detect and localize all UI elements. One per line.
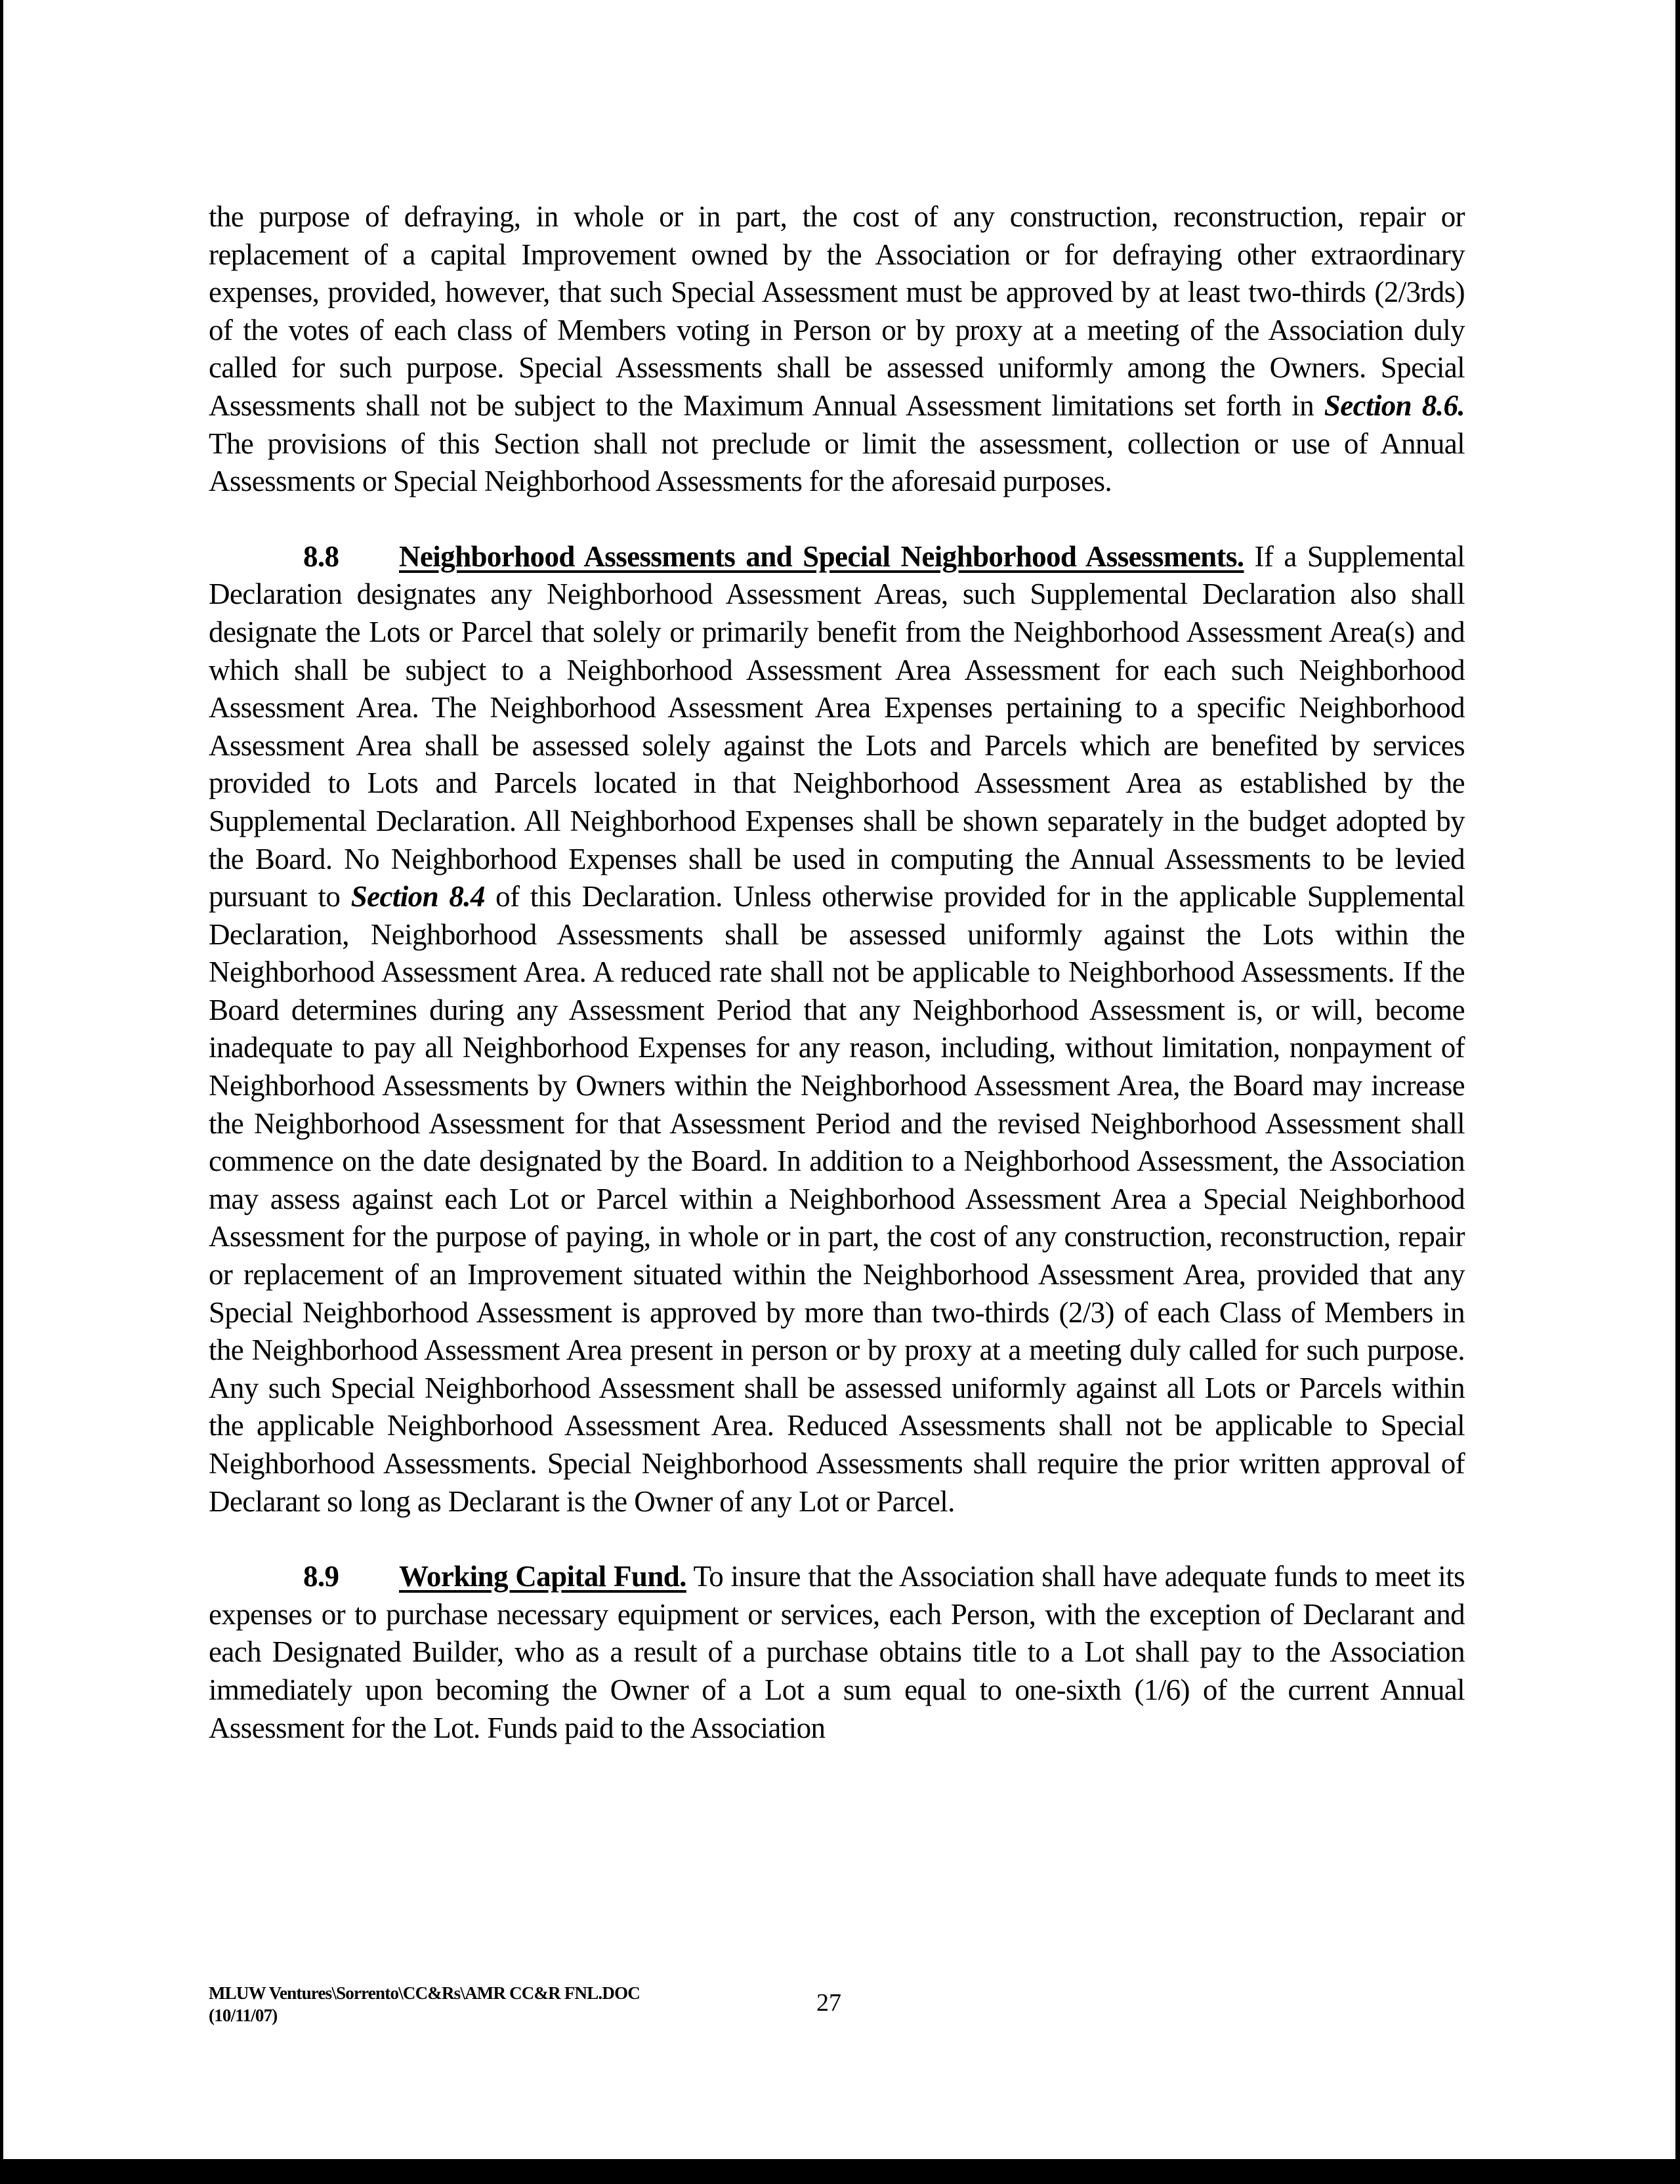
section-title: Working Capital Fund. — [399, 1560, 686, 1593]
paragraph-special-assessment-continuation — [209, 198, 1465, 501]
footer-date: (10/11/07) — [209, 2006, 278, 2025]
section-8-9 — [209, 1558, 1465, 1747]
page-number: 27 — [816, 1989, 841, 2017]
scan-border-bottom — [0, 2159, 1680, 2184]
section-title: Neighborhood Assessments and Special Neighborhood Assessments. — [399, 539, 1244, 573]
scan-border-left — [0, 0, 3, 2184]
text-segment: If a Supplemental Declaration designates any Neighborhood Assessment Areas, such Supplemental Declaration also shall designate the Lots or Parcel that solely or primarily benefit from the Neighborhood Assessment Area(s) and which shall be subject to a Neighborhood Assessment Area Assessment for each such Neighborhood Assessment Area. The Neighborhood Assessment Area Expenses pertaining to a specific Neighborhood Assessment Area shall be assessed solely against the Lots and Parcels which are benefited by services provided to Lots and Parcels located in that Neighborhood Assessment Area as established by the Supplemental Declaration. All Neighborhood Expenses shall be shown separately in the budget adopted by the Board. No Neighborhood Expenses shall be used in computing the Annual Assessments to be levied pursuant to — [209, 539, 1465, 914]
section-reference: Section 8.4 — [350, 880, 485, 914]
section-8-8 — [209, 538, 1465, 1521]
text-segment: the purpose of defraying, in whole or in part, the cost of any construction, reconstruction, repair or replacement of a capital Improvement owned by the Association or for defraying other extraordinary expenses, provided, however, that such Special Assessment must be approved by at least two-thirds (2/3rds) of the votes of each class of Members voting in Person or by proxy at a meeting of the Association duly called for such purpose. Special Assessments shall be assessed uniformly among the Owners. Special Assessments shall not be subject to the Maximum Annual Assessment limitations set forth in — [209, 200, 1465, 422]
section-number: 8.9 — [303, 1560, 339, 1593]
document-body — [209, 198, 1465, 1747]
section-reference: Section 8.6. — [1324, 388, 1465, 422]
scan-border-right — [1675, 0, 1680, 2184]
footer-file-path: MLUW Ventures\Sorrento\CC&Rs\AMR CC&R FNL.DOC — [209, 1983, 640, 2003]
text-segment: To insure that the Association shall have adequate funds to meet its expenses or to purchase necessary equipment or services, each Person, with the exception of Declarant and each Designated Builder, who as a result of a purchase obtains title to a Lot shall pay to the Association immediately upon becoming the Owner of a Lot a sum equal to one-sixth (1/6) of the current Annual Assessment for the Lot. Funds paid to the Association — [209, 1560, 1465, 1744]
page-footer — [209, 1982, 1465, 2026]
text-segment: The provisions of this Section shall not preclude or limit the assessment, collection or use of Annual Assessments or Special Neighborhood Assessments for the aforesaid purposes. — [209, 427, 1465, 498]
section-number: 8.8 — [303, 539, 339, 573]
text-segment: of this Declaration. Unless otherwise provided for in the applicable Supplemental Declaration, Neighborhood Assessments shall be assessed uniformly against the Lots within the Neighborhood Assessment Area. A reduced rate shall not be applicable to Neighborhood Assessments. If the Board determines during any Assessment Period that any Neighborhood Assessment is, or will, become inadequate to pay all Neighborhood Expenses for any reason, including, without limitation, nonpayment of Neighborhood Assessments by Owners within the Neighborhood Assessment Area, the Board may increase the Neighborhood Assessment for that Assessment Period and the revised Neighborhood Assessment shall commence on the date designated by the Board. In addition to a Neighborhood Assessment, the Association may assess against each Lot or Parcel within a Neighborhood Assessment Area a Special Neighborhood Assessment for the purpose of paying, in whole or in part, the cost of any construction, reconstruction, repair or replacement of an Improvement situated within the Neighborhood Assessment Area, provided that any Special Neighborhood Assessment is approved by more than two-thirds (2/3) of each Class of Members in the Neighborhood Assessment Area present in person or by proxy at a meeting duly called for such purpose. Any such Special Neighborhood Assessment shall be assessed uniformly against all Lots or Parcels within the applicable Neighborhood Assessment Area. Reduced Assessments shall not be applicable to Special Neighborhood Assessments. Special Neighborhood Assessments shall require the prior written approval of Declarant so long as Declarant is the Owner of any Lot or Parcel. — [209, 880, 1465, 1518]
